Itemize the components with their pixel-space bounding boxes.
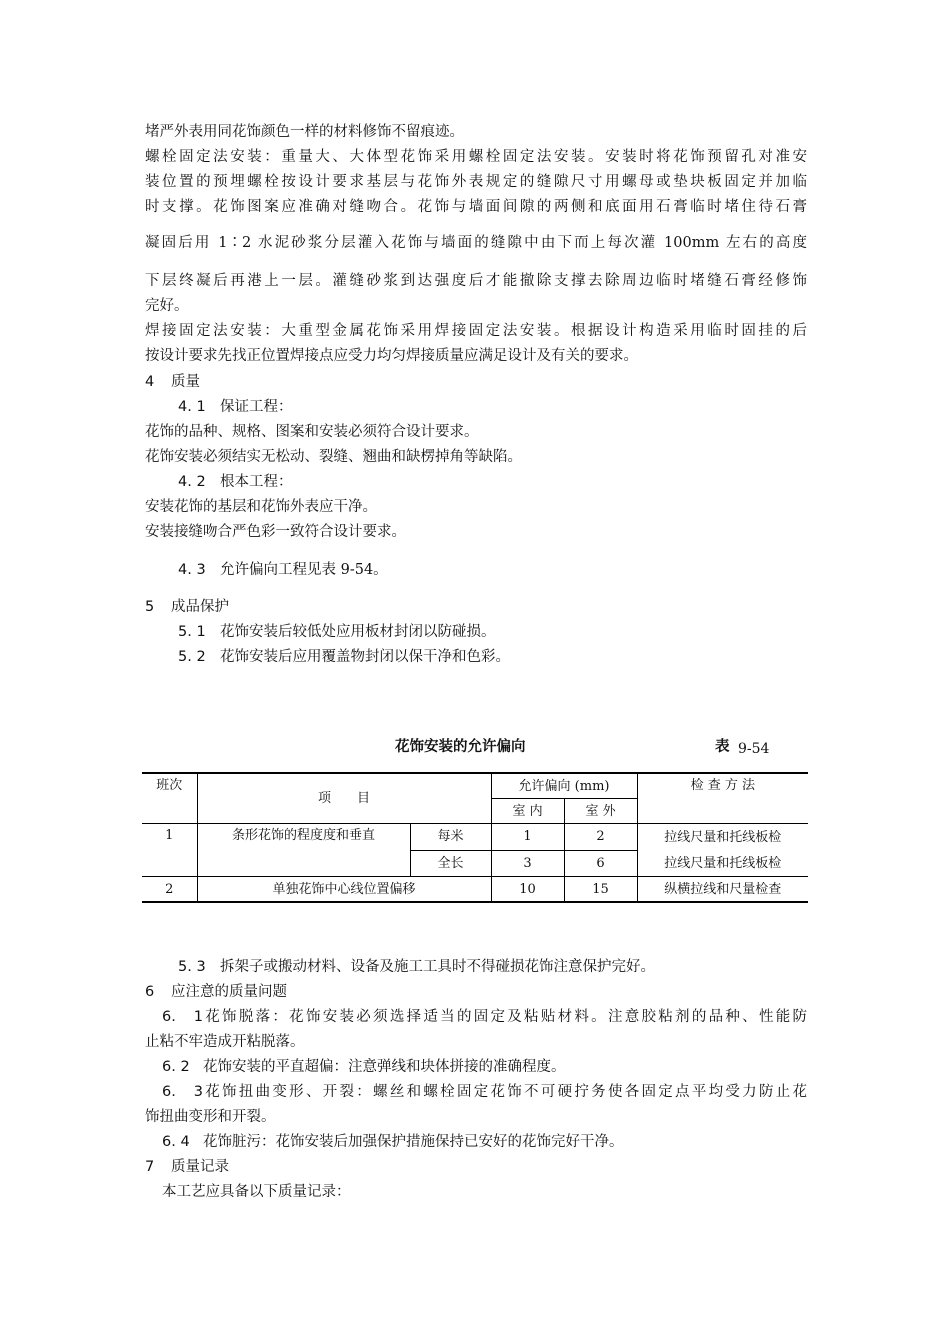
tolerance-table [142, 772, 808, 903]
subsection-6-2 [162, 1057, 807, 1077]
paragraph-line: 完好。 [145, 298, 189, 314]
subsection-number: 5. 2 [178, 649, 206, 665]
subsection-text: 花饰安装后较低处应用板材封闭以防碰损。 [220, 624, 496, 640]
subsection-number: 5. 3 [178, 959, 206, 975]
paragraph-line: 堵严外表用同花饰颜色一样的材料修饰不留痕迹。 [145, 124, 464, 140]
paragraph-line: 本工艺应具备以下质量记录： [162, 1184, 351, 1200]
subsection-number: 6. 4 [162, 1134, 190, 1150]
header-item: 项 目 [197, 773, 491, 824]
cell-method: 纵横拉线和尺量检查 [637, 877, 808, 903]
header-outdoor: 室 外 [564, 799, 637, 824]
subsection-heading-4-1 [178, 397, 798, 417]
cell-indoor: 3 [491, 850, 564, 877]
section-title: 成品保护 [171, 599, 229, 615]
table-row [142, 877, 808, 903]
section-number: 4 [145, 374, 155, 390]
subsection-title: 允许偏向工程见表 9-54。 [220, 562, 388, 578]
paragraph-line: 止粘不牢造成开粘脱落。 [145, 1034, 305, 1050]
subsection-heading-4-3 [178, 560, 798, 580]
subsection-number: 6. 1 [162, 1009, 203, 1025]
section-title: 质量 [171, 374, 200, 390]
section-heading-6 [145, 982, 807, 1002]
subsection-title: 根本工程： [220, 474, 293, 490]
cell-outdoor: 6 [564, 850, 637, 877]
section-number: 5 [145, 599, 155, 615]
subsection-number: 4. 2 [178, 474, 206, 490]
paragraph-line: 装位置的预埋螺栓按设计要求基层与花饰外表规定的缝隙尺寸用螺母或垫块板固定并加临 [145, 174, 807, 190]
paragraph-line: 凝固后用 1∶2 水泥砂浆分层灌入花饰与墙面的缝隙中由下而上每次灌 100mm 左右的高度 [145, 235, 807, 251]
subsection-5-2 [178, 647, 798, 667]
subsection-number: 6. 3 [162, 1084, 203, 1100]
subsection-text: 花饰脱落：花饰安装必须选择适当的固定及粘贴材料。注意胶粘剂的品种、性能防 [203, 1009, 807, 1025]
paragraph-line: 下层终凝后再港上一层。灌缝砂浆到达强度后才能撤除支撑去除周边临时堵缝石膏经修饰 [145, 273, 807, 289]
cell-outdoor: 2 [564, 824, 637, 851]
method-line: 拉线尺量和托线板检 [664, 855, 782, 871]
paragraph-line: 时支撑。花饰图案应准确对缝吻合。花饰与墙面间隙的两侧和底面用石膏临时堵住待石膏 [145, 199, 807, 215]
subsection-number: 4. 3 [178, 562, 206, 578]
subsection-text: 花饰安装的平直超偏：注意弹线和块体拼接的准确程度。 [203, 1059, 566, 1075]
paragraph-line: 焊接固定法安装：大重型金属花饰采用焊接固定法安装。根据设计构造采用临时固挂的后 [145, 323, 807, 339]
table-number: 9-54 [738, 741, 770, 757]
subsection-text: 拆架子或搬动材料、设备及施工工具时不得碰损花饰注意保护完好。 [220, 959, 655, 975]
cell-outdoor: 15 [564, 877, 637, 903]
table-row [142, 824, 808, 851]
section-title: 质量记录 [171, 1159, 229, 1175]
list-item: 安装花饰的基层和花饰外表应干净。 [145, 499, 377, 515]
subsection-5-1 [178, 622, 798, 642]
subsection-5-3 [178, 957, 798, 977]
subsection-6-4 [162, 1132, 807, 1152]
subsection-text: 花饰安装后应用覆盖物封闭以保干净和色彩。 [220, 649, 510, 665]
subsection-number: 6. 2 [162, 1059, 190, 1075]
cell-no: 2 [142, 877, 197, 903]
cell-indoor: 10 [491, 877, 564, 903]
subsection-text: 花饰扭曲变形、开裂：螺丝和螺栓固定花饰不可硬拧务使各固定点平均受力防止花 [203, 1084, 807, 1100]
cell-method [637, 824, 808, 877]
subsection-heading-4-2 [178, 472, 798, 492]
subsection-title: 保证工程： [220, 399, 293, 415]
table-caption: 花饰安装的允许偏向 [395, 739, 526, 755]
list-item: 花饰的品种、规格、图案和安装必须符合设计要求。 [145, 424, 479, 440]
header-indoor: 室 内 [491, 799, 564, 824]
cell-sub-label: 每米 [410, 824, 491, 851]
cell-item: 单独花饰中心线位置偏移 [197, 877, 491, 903]
table-header-row [142, 773, 808, 799]
cell-item: 条形花饰的程度度和垂直 [197, 824, 410, 877]
list-item: 安装接缝吻合严色彩一致符合设计要求。 [145, 524, 406, 540]
cell-indoor: 1 [491, 824, 564, 851]
header-no: 班次 [142, 773, 197, 824]
paragraph-line: 按设计要求先找正位置焊接点应受力均匀焊接质量应满足设计及有关的要求。 [145, 348, 638, 364]
cell-no: 1 [142, 824, 197, 877]
subsection-6-3 [162, 1082, 807, 1102]
section-number: 6 [145, 984, 155, 1000]
subsection-number: 4. 1 [178, 399, 206, 415]
section-heading-7 [145, 1157, 807, 1177]
list-item: 花饰安装必须结实无松动、裂缝、翘曲和缺楞掉角等缺陷。 [145, 449, 522, 465]
paragraph-line: 饰扭曲变形和开裂。 [145, 1109, 276, 1125]
header-tolerance: 允许偏向 (mm) [491, 773, 637, 799]
subsection-6-1 [162, 1007, 807, 1027]
section-number: 7 [145, 1159, 155, 1175]
paragraph-line: 螺栓固定法安装：重量大、大体型花饰采用螺栓固定法安装。安装时将花饰预留孔对准安 [145, 149, 807, 165]
cell-sub-label: 全长 [410, 850, 491, 877]
table-label: 表 [715, 739, 730, 755]
header-method: 检 查 方 法 [637, 773, 808, 824]
method-line: 拉线尺量和托线板检 [664, 829, 782, 845]
section-title: 应注意的质量问题 [171, 984, 287, 1000]
subsection-text: 花饰脏污：花饰安装后加强保护措施保持已安好的花饰完好干净。 [203, 1134, 624, 1150]
subsection-number: 5. 1 [178, 624, 206, 640]
section-heading-4 [145, 372, 807, 392]
section-heading-5 [145, 597, 807, 617]
